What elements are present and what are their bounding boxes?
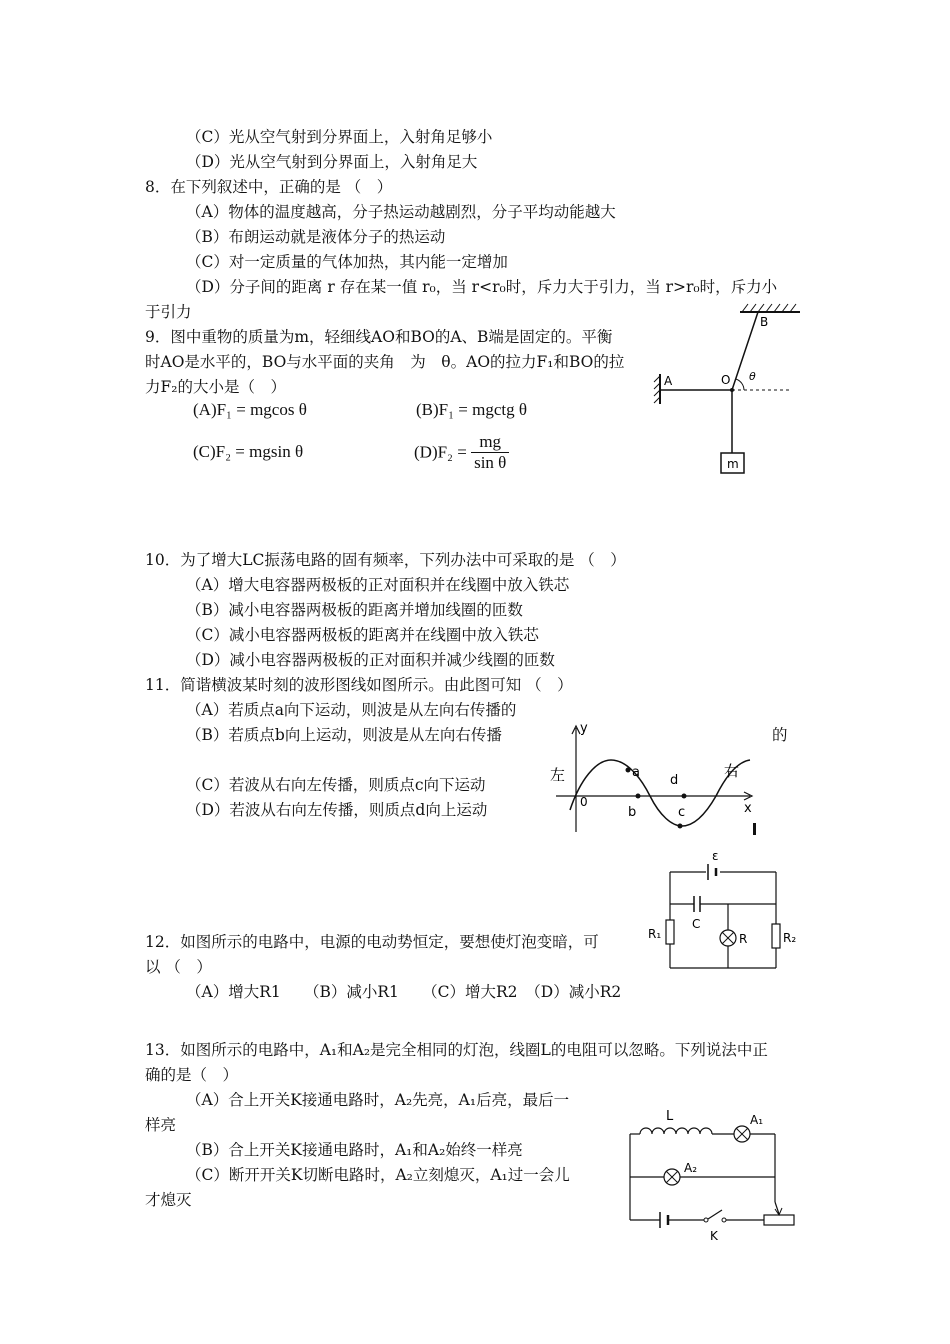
rheostat bbox=[764, 1215, 794, 1225]
label-a1: A₁ bbox=[750, 1113, 764, 1127]
point-a bbox=[626, 768, 631, 773]
q8-option-a: （A）物体的温度越高，分子热运动越剧烈，分子平均动能越大 bbox=[186, 203, 616, 221]
label-left: 左 bbox=[550, 766, 566, 784]
q12-stem-line1: 12．如图所示的电路中，电源的电动势恒定，要想使灯泡变暗，可 bbox=[145, 933, 599, 951]
q11-option-d: （D）若波从右向左传播，则质点d向上运动 bbox=[186, 801, 488, 819]
resistor-r2 bbox=[772, 924, 780, 948]
q11-option-c: （C）若波从右向左传播，则质点c向下运动 bbox=[186, 776, 486, 794]
q9-option-b: (B)F₁ = mgctg θ bbox=[416, 400, 528, 419]
q12-stem-line2: 以 （ ） bbox=[145, 958, 212, 976]
label-a: A bbox=[664, 374, 673, 388]
label-theta: θ bbox=[749, 370, 756, 383]
label-o: O bbox=[721, 373, 731, 387]
q8-option-d: （D）分子间的距离 r 存在某一值 r₀，当 r<r₀时，斥力大于引力，当 r>r₀时，斥力小 bbox=[186, 278, 778, 296]
q9-option-d-lhs: (D)F₂ = bbox=[414, 442, 467, 462]
label-c: C bbox=[692, 917, 701, 931]
label-a: a bbox=[632, 765, 640, 780]
q13-option-a-continuation: 样亮 bbox=[145, 1116, 177, 1134]
q9-option-d-denominator: sin θ bbox=[474, 453, 507, 472]
q9-stem-line1: 9．图中重物的质量为m，轻细线AO和BO的A、B端是固定的。平衡 bbox=[145, 328, 613, 346]
q10-stem: 10．为了增大LC振荡电路的固有频率，下列办法中可采取的是 （ ） bbox=[145, 551, 626, 569]
switch-k bbox=[708, 1210, 722, 1219]
q13-option-b: （B）合上开关K接通电路时，A₁和A₂始终一样亮 bbox=[186, 1141, 523, 1159]
q10-option-d: （D）减小电容器两极板的正对面积并减少线圈的匝数 bbox=[186, 651, 555, 669]
label-origin: 0 bbox=[580, 795, 588, 809]
q10-option-a: （A）增大电容器两极板的正对面积并在线圈中放入铁芯 bbox=[186, 576, 570, 594]
label-m: m bbox=[727, 457, 739, 471]
label-r2: R₂ bbox=[783, 931, 797, 945]
label-k: K bbox=[710, 1229, 718, 1243]
q11-option-b: （B）若质点b向上运动，则波是从左向右传播 bbox=[186, 726, 502, 744]
q9-option-c: (C)F₂ = mgsin θ bbox=[193, 442, 304, 461]
q10-option-c: （C）减小电容器两极板的距离并在线圈中放入铁芯 bbox=[186, 626, 539, 644]
switch-contact-right bbox=[722, 1218, 726, 1222]
label-b: b bbox=[628, 805, 637, 820]
point-c bbox=[678, 824, 683, 829]
q13-option-a: （A）合上开关K接通电路时，A₂先亮，A₁后亮，最后一 bbox=[186, 1091, 570, 1109]
inductor-coil bbox=[640, 1128, 712, 1134]
q8-option-c: （C）对一定质量的气体加热，其内能一定增加 bbox=[186, 253, 508, 271]
q13-circuit-diagram bbox=[620, 1100, 805, 1250]
q9-force-diagram bbox=[650, 300, 810, 480]
label-y: y bbox=[580, 721, 588, 736]
q13-stem-line1: 13．如图所示的电路中，A₁和A₂是完全相同的灯泡，线圈L的电阻可以忽略。下列说法中正 bbox=[145, 1041, 768, 1059]
label-a2: A₂ bbox=[684, 1161, 698, 1175]
wave-curve bbox=[570, 760, 750, 826]
q11-option-b-tail: 的 bbox=[772, 726, 788, 744]
angle-arc bbox=[736, 379, 744, 390]
q12-options: （A）增大R1 （B）减小R1 （C）增大R2 （D）减小R2 bbox=[186, 983, 622, 1001]
point-b bbox=[636, 794, 641, 799]
label-r1: R₁ bbox=[648, 927, 662, 941]
q11-stem: 11．简谐横波某时刻的波形图线如图所示。由此图可知 （ ） bbox=[145, 676, 573, 694]
resistor-r1 bbox=[666, 920, 674, 944]
knot-point bbox=[730, 388, 734, 392]
label-c: c bbox=[678, 805, 686, 820]
q9-option-a: (A)F₁ = mgcos θ bbox=[193, 400, 307, 419]
q9-stem-line3: 力F₂的大小是（ ） bbox=[145, 378, 286, 396]
q13-stem-line2: 确的是（ ） bbox=[145, 1066, 239, 1084]
q9-option-d-numerator: mg bbox=[471, 432, 509, 453]
q10-option-b: （B）减小电容器两极板的距离并增加线圈的匝数 bbox=[186, 601, 523, 619]
q13-option-c-continuation: 才熄灭 bbox=[145, 1191, 192, 1209]
label-d: d bbox=[670, 773, 679, 788]
stray-mark bbox=[753, 823, 756, 835]
q7-option-d: （D）光从空气射到分界面上，入射角足大 bbox=[186, 153, 478, 171]
q9-option-d-fraction bbox=[471, 432, 509, 473]
q9-stem-line2: 时AO是水平的，BO与水平面的夹角 为 θ。AO的拉力F₁和BO的拉 bbox=[145, 353, 625, 371]
q7-option-c: （C）光从空气射到分界面上，入射角足够小 bbox=[186, 128, 493, 146]
label-x: x bbox=[744, 801, 752, 816]
label-emf: ε bbox=[712, 849, 719, 863]
q11-wave-graph bbox=[550, 722, 780, 837]
label-l: L bbox=[666, 1109, 674, 1124]
ceiling-hatching bbox=[742, 304, 796, 312]
q11-option-a: （A）若质点a向下运动，则波是从左向右传播的 bbox=[186, 701, 517, 719]
switch-contact-left bbox=[704, 1218, 708, 1222]
q12-circuit-diagram bbox=[648, 848, 808, 973]
label-right: 右 bbox=[724, 762, 740, 780]
q8-stem: 8．在下列叙述中，正确的是 （ ） bbox=[145, 178, 393, 196]
q8-option-d-continuation: 于引力 bbox=[145, 303, 192, 321]
label-b: B bbox=[760, 315, 769, 329]
point-d bbox=[682, 794, 687, 799]
q8-option-b: （B）布朗运动就是液体分子的热运动 bbox=[186, 228, 446, 246]
q9-option-d bbox=[414, 432, 509, 473]
label-r: R bbox=[739, 932, 748, 946]
q13-option-c: （C）断开开关K切断电路时，A₂立刻熄灭，A₁过一会儿 bbox=[186, 1166, 570, 1184]
